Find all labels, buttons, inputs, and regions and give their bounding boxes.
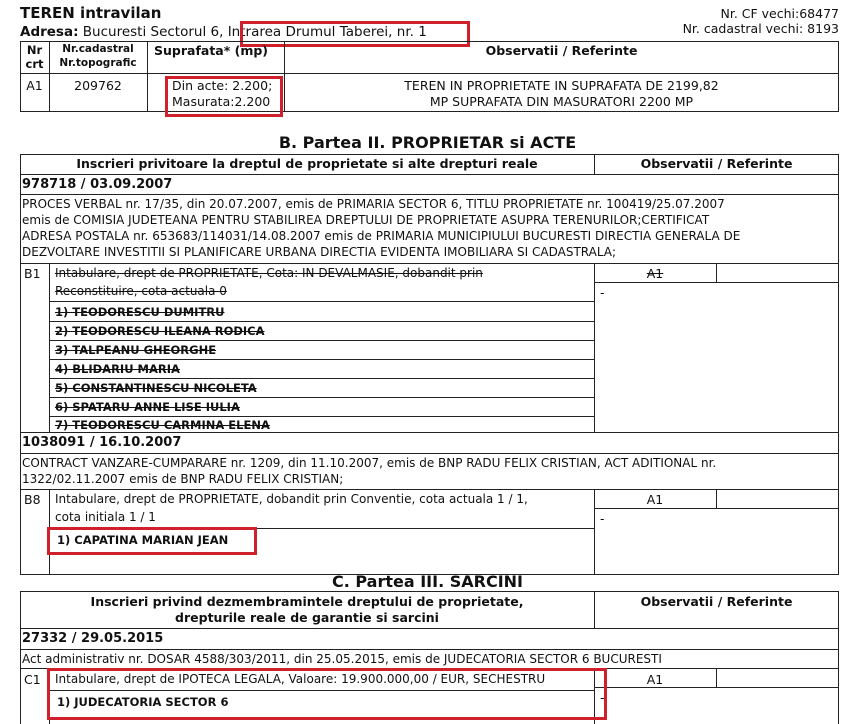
section-b-col-left: Inscrieri privitoare la dreptul de proprietate si alte drepturi reale <box>76 156 538 171</box>
entry-c-id: 27332 / 29.05.2015 <box>22 631 164 646</box>
owner-item: 4) BLIDARIU MARIA <box>55 362 180 376</box>
owner-item: 1) TEODORESCU DUMITRU <box>55 305 225 319</box>
row-obs-2: MP SUPRAFATA DIN MASURATORI 2200 MP <box>429 94 694 109</box>
entry2-owner: 1) CAPATINA MARIAN JEAN <box>57 533 229 547</box>
entry2-id: 1038091 / 16.10.2007 <box>22 435 182 450</box>
entry-c-ref: A1 <box>646 672 664 687</box>
address-street: Intrarea Drumul Taberei, nr. 1 <box>227 24 427 40</box>
entry2-dash: - <box>600 511 605 526</box>
entry-c-text: Act administrativ nr. DOSAR 4588/303/2011, din 25.05.2015, emis de JUDECATORIA SECTOR 6 BUCURESTI <box>22 652 662 666</box>
owner-item: 6) SPATARU ANNE LISE IULIA <box>55 400 240 414</box>
section-c-col-left-1: Inscrieri privind dezmembramintele dreptului de proprietate, <box>90 594 524 609</box>
row-nr: A1 <box>26 78 43 93</box>
entry2-code: B8 <box>24 492 41 507</box>
col-suprafata: Suprafata* (mp) <box>154 43 269 58</box>
cf-vechi: Nr. CF vechi:68477 <box>720 6 839 21</box>
col-nr: Nr <box>26 43 43 57</box>
col-cadastral: Nr.cadastral <box>62 43 134 55</box>
entry1-id: 978718 / 03.09.2007 <box>22 177 173 192</box>
entry1-dash: - <box>600 285 605 300</box>
row-obs-1: TEREN IN PROPRIETATE IN SUPRAFATA DE 2199,82 <box>404 78 719 93</box>
entry2-text-line: CONTRACT VANZARE-CUMPARARE nr. 1209, din 11.10.2007, emis de BNP RADU FELIX CRISTIAN, ACT ADITIONAL nr. <box>22 456 717 470</box>
entry-c-intab: Intabulare, drept de IPOTECA LEGALA, Valoare: 19.900.000,00 / EUR, SECHESTRU <box>55 672 546 686</box>
entry1-text-line: PROCES VERBAL nr. 17/35, din 20.07.2007, emis de PRIMARIA SECTOR 6, TITLU PROPRIETATE nr. 100419/25.07.2007 <box>22 197 725 211</box>
col-topografic: Nr.topografic <box>59 57 137 69</box>
entry1-ref: A1 <box>646 266 664 281</box>
entry1-text-line: DEZVOLTARE INVESTITII SI PLANIFICARE URBANA DIRECTIA EVIDENTA IMOBILIARA SI CADASTRALA; <box>22 245 617 259</box>
row-masurata: Masurata:2.200 <box>172 94 271 109</box>
cadastral-vechi: Nr. cadastral vechi: 8193 <box>682 21 839 36</box>
owner-item: 5) CONSTANTINESCU NICOLETA <box>55 381 257 395</box>
entry-c-owner: 1) JUDECATORIA SECTOR 6 <box>57 695 229 709</box>
entry1-text-line: emis de COMISIA JUDETEANA PENTRU STABILIREA DREPTULUI DE PROPRIETATE ASUPRA TERENURILOR;CERTIFICAT <box>22 213 710 227</box>
owner-item: 2) TEODORESCU ILEANA RODICA <box>55 324 265 338</box>
col-crt: crt <box>25 57 44 71</box>
highlight-suprafata <box>165 76 283 117</box>
teren-title: TEREN intravilan <box>20 4 162 22</box>
owner-item: 7) TEODORESCU CARMINA ELENA <box>55 418 270 432</box>
section-c-col-left-2: drepturile reale de garantie si sarcini <box>175 610 439 625</box>
section-c-title: C. Partea III. SARCINI <box>331 572 523 591</box>
entry1-intab-2: Reconstituire, cota actuala 0 <box>55 284 227 298</box>
entry1-text-line: ADRESA POSTALA nr. 653683/114031/14.08.2007 emis de PRIMARIA MUNICIPIULUI BUCURESTI DIRECTIA GENERALA DE <box>22 229 741 243</box>
entry1-intab-1: Intabulare, drept de PROPRIETATE, Cota: IN DEVALMASIE, dobandit prin <box>55 266 483 280</box>
entry-c-dash: - <box>600 690 605 705</box>
section-b-col-right: Observatii / Referinte <box>640 156 793 171</box>
col-observatii: Observatii / Referinte <box>485 43 638 58</box>
entry2-text-line: 1322/02.11.2007 emis de BNP RADU FELIX CRISTIAN; <box>22 472 344 486</box>
address-district: Bucuresti Sectorul 6, <box>82 24 224 40</box>
entry2-intab-2: cota initiala 1 / 1 <box>55 510 156 524</box>
owner-item: 3) TALPEANU GHEORGHE <box>55 343 217 357</box>
row-cadastral: 209762 <box>74 78 122 93</box>
section-c-col-right: Observatii / Referinte <box>640 594 793 609</box>
highlight-owner <box>47 527 257 555</box>
entry2-intab-1: Intabulare, drept de PROPRIETATE, dobandit prin Conventie, cota actuala 1 / 1, <box>55 492 528 506</box>
highlight-sarcina <box>47 668 607 720</box>
section-b-title: B. Partea II. PROPRIETAR si ACTE <box>278 133 577 152</box>
row-din-acte: Din acte: 2.200; <box>172 78 273 93</box>
address-label: Adresa: <box>20 24 79 40</box>
entry-c-code: C1 <box>24 672 41 687</box>
entry2-ref: A1 <box>646 492 664 507</box>
entry1-code: B1 <box>24 266 41 281</box>
